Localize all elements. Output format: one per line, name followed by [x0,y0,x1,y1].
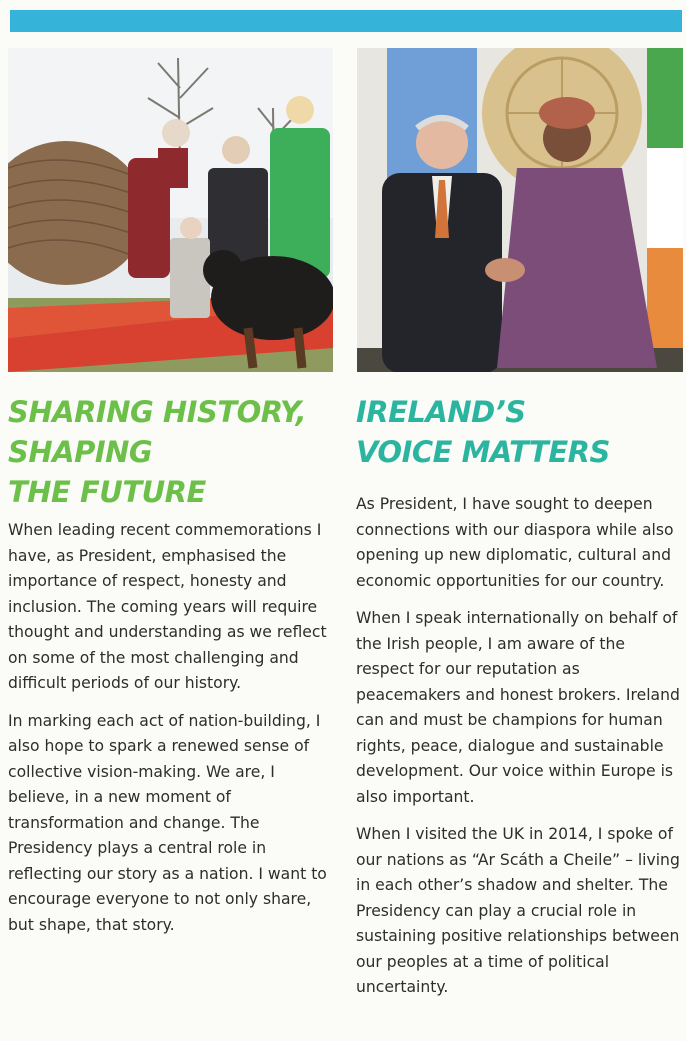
left-heading [8,392,338,512]
top-color-bar [10,10,682,32]
right-paragraph: As President, I have sought to deepen connections with our diaspora while also opening up new diplomatic, cultural and economic opportunities for our country. [356,495,674,590]
right-heading-line: IRELAND’S [356,395,526,429]
right-paragraph: When I speak internationally on behalf of the Irish people, I am aware of the respect for our reputation as peacemakers and honest brokers. Ireland can and must be champions for human rights, peace, dialogue and sustainable development. Our voice within Europe is also important. [356,609,680,806]
left-article [8,392,338,950]
left-paragraph: In marking each act of nation-building, I also hope to spark a renewed sense of collective vision-making. We are, I believe, in a new moment of transformation and change. The Presidency plays a central role in reflecting our story as a nation. I want to encourage everyone to not only share, but shape, that story. [8,711,327,934]
left-paragraph: When leading recent commemorations I have, as President, emphasised the importance of respect, honesty and inclusion. The coming years will require thought and understanding as we reflect on some of the most challenging and difficult periods of our history. [8,521,327,692]
right-paragraph: When I visited the UK in 2014, I spoke of our nations as “Ar Scáth a Cheile” – living in each other’s shadow and shelter. The Presidency can play a crucial role in sustaining positive relationships between our peoples at a time of political uncertainty. [356,825,680,996]
right-heading-line: VOICE MATTERS [356,435,610,469]
left-heading-line: SHARING HISTORY, [8,395,307,429]
right-body [356,492,686,1001]
right-heading [356,392,686,472]
commemoration-photo [8,48,333,372]
un-meeting-photo [357,48,683,372]
left-heading-line: SHAPING [8,435,153,469]
left-heading-line: THE FUTURE [8,475,206,509]
left-body [8,518,338,938]
right-article [356,392,686,1013]
